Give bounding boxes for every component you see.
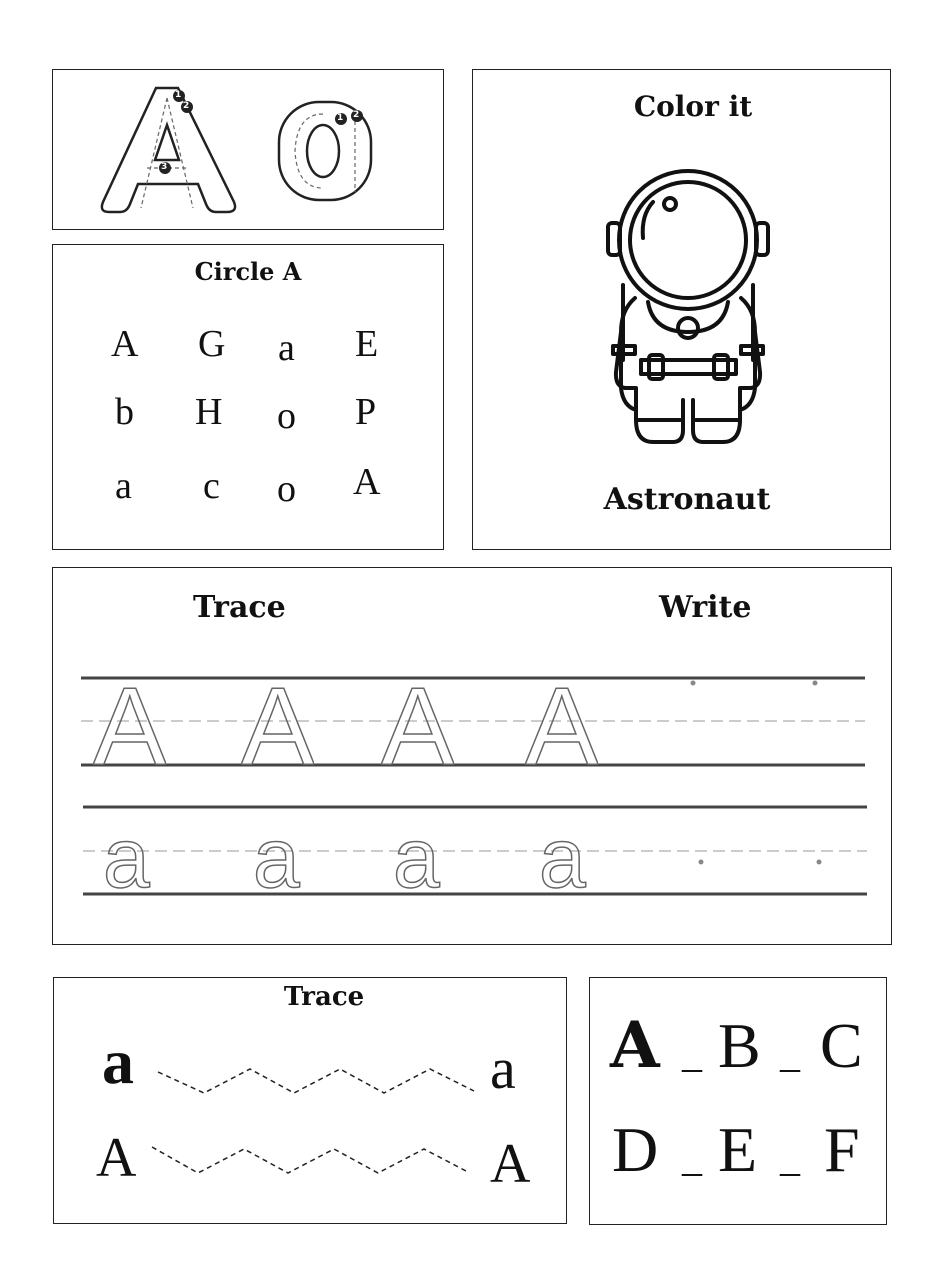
sequence-blank[interactable]: _ bbox=[682, 1031, 702, 1076]
circle-letter[interactable]: b bbox=[115, 391, 134, 433]
trace-letter-lower: a bbox=[539, 811, 586, 905]
trace-write-box bbox=[52, 567, 892, 945]
letter-outline-graphic bbox=[53, 70, 445, 231]
sequence-letter: E bbox=[718, 1114, 758, 1185]
trace-letter-lower: a bbox=[103, 811, 150, 905]
color-box-caption: Astronaut bbox=[603, 482, 771, 517]
stroke-number-2-lower: 2 bbox=[353, 110, 360, 120]
sequence-blank[interactable]: _ bbox=[682, 1135, 702, 1180]
circle-box-title: Circle A bbox=[194, 257, 302, 286]
sequence-blank[interactable]: _ bbox=[780, 1031, 800, 1076]
letter-sequence-box bbox=[589, 977, 887, 1225]
circle-letter[interactable]: a bbox=[115, 465, 132, 507]
circle-letter-box bbox=[52, 244, 444, 550]
circle-letter[interactable]: E bbox=[355, 323, 379, 365]
stroke-number-1: 1 bbox=[175, 90, 182, 100]
trace-letter-upper: A bbox=[381, 672, 455, 768]
astronaut-icon bbox=[473, 70, 892, 551]
match-left-letter: a bbox=[102, 1026, 134, 1097]
upper-letter-label bbox=[219, 185, 220, 186]
match-left-letter: A bbox=[96, 1127, 137, 1189]
letter-aa-box bbox=[52, 69, 444, 230]
sequence-blank[interactable]: _ bbox=[780, 1135, 800, 1180]
sequence-letter: B bbox=[718, 1010, 761, 1081]
trace-letter-upper: A bbox=[93, 672, 167, 768]
circle-letter[interactable]: G bbox=[198, 323, 226, 365]
sequence-letter: A bbox=[610, 1008, 660, 1083]
trace-label: Trace bbox=[193, 590, 286, 625]
circle-letter[interactable]: a bbox=[278, 327, 295, 369]
stroke-number-1-lower: 1 bbox=[337, 113, 344, 123]
match-right-letter: a bbox=[490, 1036, 516, 1101]
match-trace-box bbox=[53, 977, 567, 1224]
sequence-letter: F bbox=[824, 1114, 860, 1185]
stroke-number-2: 2 bbox=[183, 101, 190, 111]
zigzag-trace-lines[interactable] bbox=[54, 978, 568, 1225]
write-label: Write bbox=[659, 590, 752, 625]
trace-letter-lower: a bbox=[393, 811, 440, 905]
writing-lines bbox=[53, 568, 893, 946]
trace-letter-upper: A bbox=[241, 672, 315, 768]
trace-letter-lower: a bbox=[253, 811, 300, 905]
match-right-letter: A bbox=[490, 1133, 531, 1195]
circle-letter[interactable]: A bbox=[353, 461, 381, 503]
color-box-title: Color it bbox=[633, 90, 753, 123]
sequence-letter: D bbox=[612, 1114, 659, 1185]
sequence-letter: C bbox=[820, 1010, 863, 1081]
circle-letter[interactable]: A bbox=[111, 323, 139, 365]
circle-letter[interactable]: P bbox=[355, 391, 377, 433]
match-box-title: Trace bbox=[283, 982, 365, 1012]
circle-letter[interactable]: o bbox=[277, 468, 296, 510]
color-it-box bbox=[472, 69, 891, 550]
trace-letter-upper: A bbox=[525, 672, 599, 768]
lower-letter-label bbox=[383, 185, 384, 186]
circle-letter[interactable]: H bbox=[195, 391, 223, 433]
stroke-number-3: 3 bbox=[161, 162, 168, 172]
circle-letter[interactable]: c bbox=[203, 465, 220, 507]
circle-letter[interactable]: o bbox=[277, 395, 296, 437]
